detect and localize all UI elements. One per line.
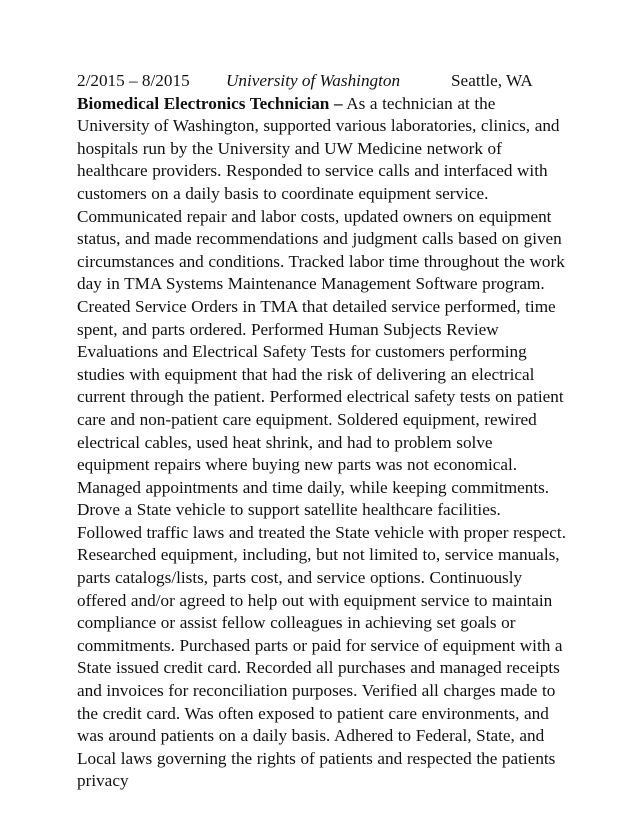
job-title: Biomedical Electronics Technician – [77,93,343,113]
job-description: As a technician at the University of Washington, supported various laboratories, clinics, and hospitals run by the University and UW Medicine network of healthcare providers. Responded to service calls and interfaced with customers on a daily basis to coordinate equipment service. Communicated repair and labor costs, updated owners on equipment status, and made recommendations and judgment calls based on given circumstances and conditions. Tracked labor time throughout the work day in TMA Systems Maintenance Management Software program. Created Service Orders in TMA that detailed service performed, time spent, and parts ordered. Performed Human Subjects Review Evaluations and Electrical Safety Tests for customers performing studies with equipment that had the risk of delivering an electrical current through the patient. Performed electrical safety tests on patient care and non-patient care equipment. Soldered equipment, rewired electrical cables, used heat shrink, and had to problem solve equipment repairs where buying new parts was not economical. Managed appointments and time daily, while keeping commitments. Drove a State vehicle to support satellite healthcare facilities. Followed traffic laws and treated the State vehicle with proper respect. Researched equipment, including, but not limited to, service manuals, parts catalogs/lists, parts cost, and service options. Continuously offered and/or agreed to help out with equipment service to maintain compliance or assist fellow colleagues in achieving set goals or commitments. Purchased parts or paid for service of equipment with a State issued credit card. Recorded all purchases and managed receipts and invoices for reconciliation purposes. Verified all charges made to the credit card. Was often exposed to patient care environments, and was around patients on a daily basis. Adhered to Federal, State, and Local laws governing the rights of patients and respected the patients privacy [77,93,567,791]
job-description-paragraph [77,93,567,793]
job-location: Seattle, WA [451,71,533,90]
resume-page [77,70,567,793]
job-header [77,70,567,93]
employer-name: University of Washington [226,71,401,90]
employment-dates: 2/2015 – 8/2015 [77,71,190,90]
